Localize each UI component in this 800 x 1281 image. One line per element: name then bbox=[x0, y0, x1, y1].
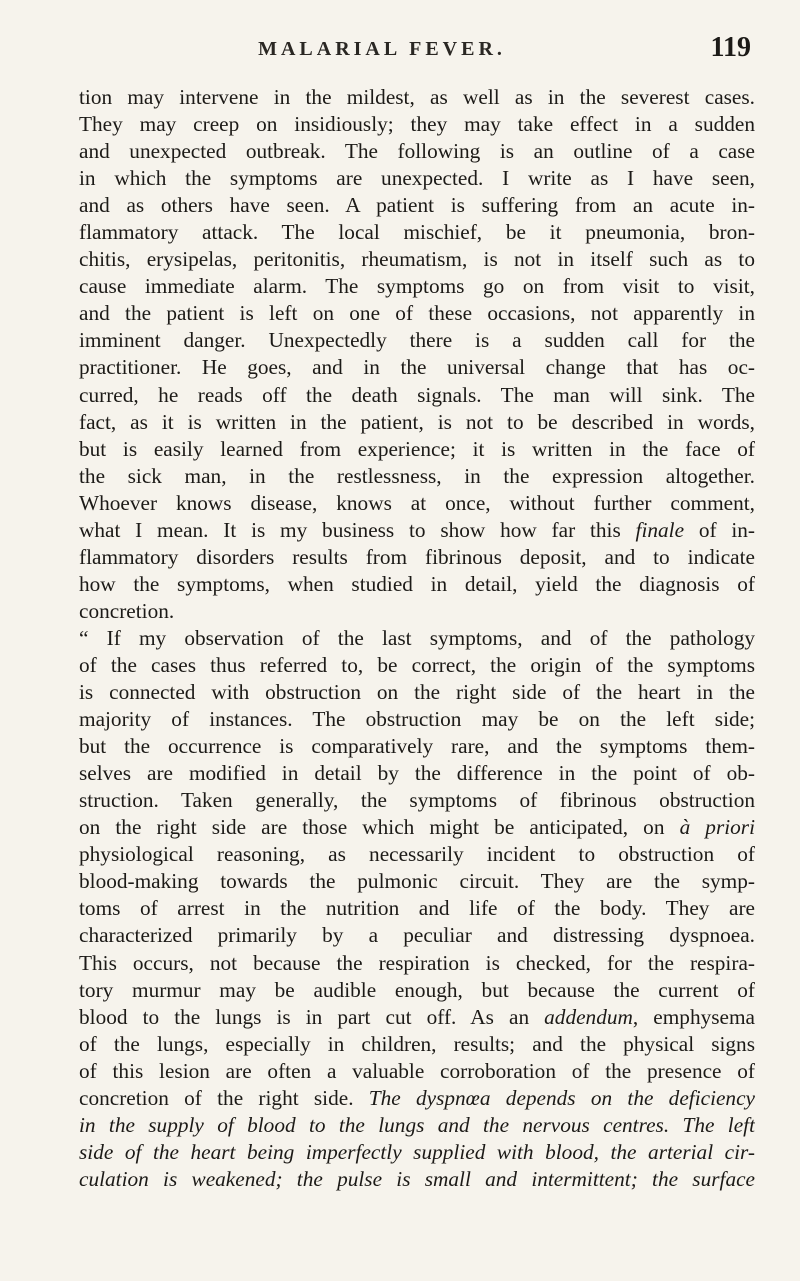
text-segment: what I mean. It is my business to show how far this bbox=[79, 517, 636, 542]
text-line-italic: in the supply of blood to the lungs and the nervous centres. The left bbox=[79, 1112, 755, 1137]
text-line: practitioner. He goes, and in the universal change that has oc- bbox=[79, 355, 755, 380]
text-line: of the lungs, especially in children, results; and the physical signs bbox=[79, 1031, 755, 1056]
text-segment: of in- bbox=[684, 517, 755, 542]
text-line: This occurs, not because the respiration is checked, for the respira- bbox=[79, 950, 755, 975]
text-line: toms of arrest in the nutrition and life of the body. They are bbox=[79, 896, 755, 921]
text-line: the sick man, in the restlessness, in the expression altogether. bbox=[79, 463, 755, 488]
text-line: how the symptoms, when studied in detail, yield the diagnosis of bbox=[79, 571, 755, 596]
text-line: flammatory attack. The local mischief, be it pneumonia, bron- bbox=[79, 220, 755, 245]
text-segment: blood to the lungs is in part cut off. As an bbox=[79, 1004, 545, 1029]
text-line: Whoever knows disease, knows at once, without further comment, bbox=[79, 490, 755, 515]
italic-dyspnoea: The dyspnœa depends on the deficiency bbox=[368, 1085, 755, 1110]
running-head bbox=[79, 32, 755, 72]
text-line-finale bbox=[79, 517, 755, 544]
running-title: MALARIAL FEVER. bbox=[258, 38, 506, 60]
page-number: 119 bbox=[710, 32, 751, 63]
text-line: tory murmur may be audible enough, but because the current of bbox=[79, 977, 755, 1002]
text-line: characterized primarily by a peculiar and distressing dyspnoea. bbox=[79, 923, 755, 948]
text-line-italic: culation is weakened; the pulse is small and intermittent; the surface bbox=[79, 1166, 755, 1191]
text-line: in which the symptoms are unexpected. I write as I have seen, bbox=[79, 166, 755, 191]
text-line: is connected with obstruction on the right side of the heart in the bbox=[79, 680, 755, 705]
text-line: struction. Taken generally, the symptoms of fibrinous obstruction bbox=[79, 788, 755, 813]
text-segment: concretion of the right side. bbox=[79, 1085, 369, 1110]
text-line: and the patient is left on one of these occasions, not apparently in bbox=[79, 301, 755, 326]
text-line: flammatory disorders results from fibrinous deposit, and to indicate bbox=[79, 544, 755, 569]
text-line: tion may intervene in the mildest, as well as in the severest cases. bbox=[79, 85, 755, 109]
text-line: imminent danger. Unexpectedly there is a sudden call for the bbox=[79, 328, 755, 353]
text-line: curred, he reads off the death signals. The man will sink. The bbox=[79, 382, 755, 407]
text-line-addendum bbox=[79, 1004, 755, 1031]
body-text bbox=[79, 84, 755, 1193]
text-line: chitis, erysipelas, peritonitis, rheumatism, is not in itself such as to bbox=[79, 247, 755, 272]
text-line: “ If my observation of the last symptoms, and of the pathology bbox=[79, 625, 755, 650]
text-line: They may creep on insidiously; they may take effect in a sudden bbox=[79, 112, 755, 137]
text-line: of the cases thus referred to, be correct, the origin of the symptoms bbox=[79, 652, 755, 677]
italic-finale: finale bbox=[635, 517, 685, 542]
text-segment: , emphysema bbox=[632, 1004, 755, 1029]
text-line: physiological reasoning, as necessarily incident to obstruction of bbox=[79, 842, 755, 867]
text-line: selves are modified in detail by the difference in the point of ob- bbox=[79, 761, 755, 786]
text-line: and as others have seen. A patient is suffering from an acute in- bbox=[79, 193, 755, 218]
text-line: but the occurrence is comparatively rare, and the symptoms them- bbox=[79, 734, 755, 759]
italic-a-priori: à priori bbox=[679, 815, 755, 840]
text-line-italic: side of the heart being imperfectly supplied with blood, the arterial cir- bbox=[79, 1139, 755, 1164]
text-line-a-priori bbox=[79, 814, 755, 841]
text-line: blood-making towards the pulmonic circuit. They are the symp- bbox=[79, 869, 755, 894]
text-line: majority of instances. The obstruction may be on the left side; bbox=[79, 707, 755, 732]
text-segment: on the right side are those which might be anticipated, on bbox=[79, 815, 680, 840]
text-line: of this lesion are often a valuable corroboration of the presence of bbox=[79, 1058, 755, 1083]
text-line: but is easily learned from experience; it is written in the face of bbox=[79, 436, 755, 461]
text-line: and unexpected outbreak. The following is an outline of a case bbox=[79, 139, 755, 164]
italic-addendum: addendum bbox=[544, 1004, 633, 1029]
text-line: cause immediate alarm. The symptoms go on from visit to visit, bbox=[79, 274, 755, 299]
text-line-dyspnoea bbox=[79, 1085, 755, 1112]
text-line: concretion. bbox=[79, 598, 175, 623]
text-line: fact, as it is written in the patient, is not to be described in words, bbox=[79, 409, 755, 434]
